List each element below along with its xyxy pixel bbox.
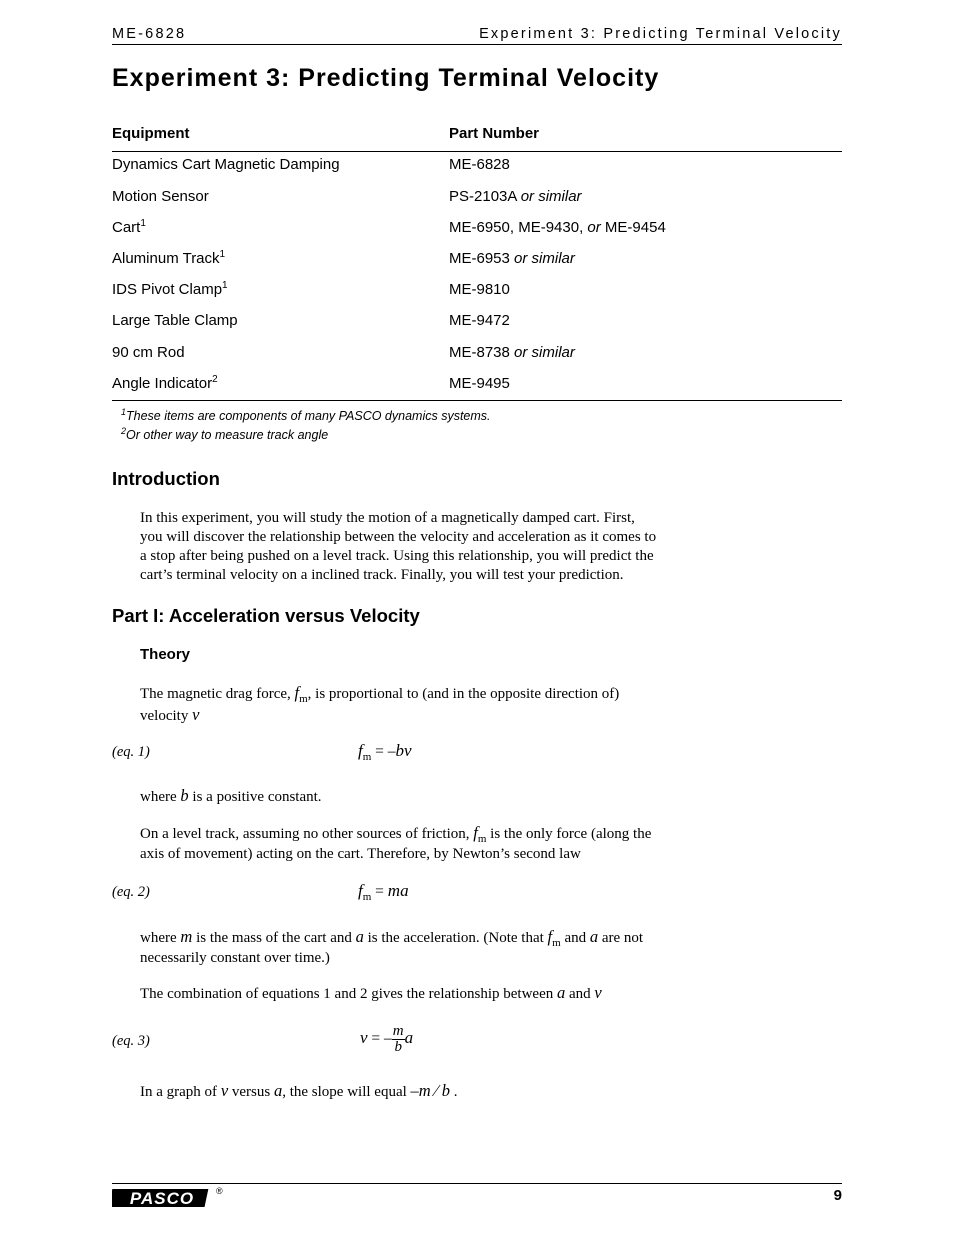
text: velocity: [140, 708, 193, 724]
equation-label-1: (eq. 1): [112, 744, 150, 760]
subscript-m: m: [299, 693, 308, 705]
footnote-mark: 2: [212, 374, 218, 385]
text: The combination of equations 1 and 2 gives the relationship between: [140, 986, 557, 1002]
paragraph-line: In this experiment, you will study the motion of a magnetically damped cart. First,: [140, 510, 635, 526]
variable-f: f: [294, 683, 300, 702]
table-row-equipment: [112, 219, 146, 236]
table-row-part: [449, 219, 666, 236]
running-header-right: Experiment 3: Predicting Terminal Velocity: [479, 26, 842, 42]
registered-mark: ®: [216, 1186, 223, 1196]
table-row-equipment: [112, 156, 340, 173]
footer-rule: [112, 1183, 842, 1184]
page-title: Experiment 3: Predicting Terminal Velocity: [112, 64, 660, 92]
variable-a: a: [589, 927, 599, 946]
equipment-name: Large Table Clamp: [112, 312, 238, 329]
part-number: ME-9495: [449, 375, 510, 392]
part-number: ME-6828: [449, 156, 510, 173]
text: , is proportional to (and in the opposite direction of): [307, 686, 620, 702]
table-row-equipment: [112, 312, 238, 329]
subscript-m: m: [477, 833, 487, 845]
part-number: ME-9454: [600, 219, 666, 236]
variable-m: m: [180, 927, 193, 946]
footnote-mark: 1: [222, 280, 228, 291]
paragraph-line: a stop after being pushed on a level track. Using this relationship, you will predict the: [140, 548, 654, 564]
theory-paragraph-1: [140, 683, 680, 726]
logo-text: PASCO: [129, 1189, 195, 1208]
part-number: ME-8738: [449, 344, 515, 361]
variable-f: f: [547, 927, 553, 946]
part-note: or: [587, 219, 601, 236]
variable-f: f: [473, 823, 478, 842]
text: On a level track, assuming no other sources of friction,: [140, 826, 474, 842]
equipment-name: Dynamics Cart Magnetic Damping: [112, 156, 340, 173]
equipment-name: Angle Indicator: [112, 375, 213, 392]
variable-v: v: [360, 1028, 368, 1048]
equation-operator: = –: [375, 743, 396, 760]
variable-v: v: [594, 983, 602, 1002]
footnote-mark: 1: [121, 407, 127, 417]
text: is the only force (along the: [486, 826, 652, 842]
variable-b: b: [180, 786, 189, 805]
table-row-part: [449, 188, 582, 205]
equation-operator: = –: [371, 1030, 392, 1048]
table-row-equipment: [112, 344, 185, 361]
fraction-denominator: b: [394, 1039, 402, 1055]
part-number: ME-6950, ME-9430,: [449, 219, 588, 236]
variable-a: a: [273, 1081, 283, 1100]
text: The magnetic drag force,: [140, 686, 295, 702]
table-top-rule: [112, 151, 842, 152]
theory-paragraph-5: [140, 983, 680, 1004]
text: is the acceleration. (Note that: [363, 930, 548, 946]
equation-label-3: (eq. 3): [112, 1033, 150, 1049]
text: where: [140, 930, 181, 946]
text: In a graph of: [140, 1084, 221, 1100]
variable-a: a: [404, 1028, 414, 1048]
table-row-equipment: [112, 375, 218, 392]
section-heading-part-1: Part I: Acceleration versus Velocity: [112, 605, 420, 626]
part-number: ME-9810: [449, 281, 510, 298]
table-row-part: [449, 312, 510, 329]
equation-3: [360, 1024, 413, 1055]
theory-paragraph-4: [140, 927, 680, 968]
part-number: ME-9472: [449, 312, 510, 329]
text: are not: [598, 930, 644, 946]
equipment-name: 90 cm Rod: [112, 344, 185, 361]
variable-v: v: [220, 1081, 229, 1100]
text: axis of movement) acting on the cart. Therefore, by Newton’s second law: [140, 846, 581, 862]
equipment-name: Aluminum Track: [112, 250, 220, 267]
footnote-text: Or other way to measure track angle: [126, 428, 329, 442]
paragraph-line: you will discover the relationship between the velocity and acceleration as it comes to: [140, 529, 657, 545]
section-heading-introduction: Introduction: [112, 468, 220, 489]
table-bottom-rule: [112, 400, 842, 401]
part-note: or similar: [514, 344, 575, 361]
theory-paragraph-2: [140, 786, 680, 807]
theory-paragraph-6: [140, 1081, 680, 1102]
table-row-part: [449, 375, 510, 392]
table-row-equipment: [112, 281, 228, 298]
equipment-name: Motion Sensor: [112, 188, 209, 205]
variable-f: f: [358, 881, 363, 900]
subscript-m: m: [552, 937, 561, 949]
pasco-logo: [112, 1186, 210, 1210]
equipment-name: Cart: [112, 219, 141, 236]
equation-operator: =: [375, 883, 384, 900]
footnote-mark: 1: [140, 218, 146, 229]
part-note: or similar: [514, 250, 575, 267]
slope-expression: –m ⁄ b: [410, 1081, 450, 1100]
footnote: [121, 409, 491, 423]
header-rule: [112, 44, 842, 45]
table-row-part: [449, 344, 575, 361]
running-header-left: ME-6828: [112, 26, 187, 42]
part-number: PS-2103A: [449, 188, 521, 205]
introduction-paragraph: [140, 509, 680, 585]
equation-term: bv: [395, 741, 412, 760]
variable-a: a: [355, 927, 364, 946]
paragraph-line: cart’s terminal velocity on a inclined track. Finally, you will test your prediction.: [140, 567, 624, 583]
footnote-mark: 2: [121, 426, 127, 436]
text: and: [560, 930, 590, 946]
table-row-equipment: [112, 250, 225, 267]
variable-v: v: [192, 705, 200, 724]
text: and: [565, 986, 595, 1002]
text: versus: [228, 1084, 274, 1100]
footnote-text: These items are components of many PASCO dynamics systems.: [126, 409, 491, 423]
text: necessarily constant over time.): [140, 950, 330, 966]
table-row-part: [449, 156, 510, 173]
table-header-part-number: Part Number: [449, 125, 540, 142]
table-row-equipment: [112, 188, 209, 205]
subheading-theory: Theory: [140, 646, 191, 663]
fraction-m-over-b: [392, 1024, 405, 1055]
part-number: ME-6953: [449, 250, 515, 267]
table-row-part: [449, 250, 575, 267]
part-note: or similar: [520, 188, 582, 205]
subscript-m: m: [362, 751, 372, 763]
text: is the mass of the cart and: [192, 930, 356, 946]
equation-term: ma: [387, 881, 409, 900]
text: .: [449, 1084, 458, 1100]
equation-2: [358, 881, 409, 901]
equation-1: [358, 741, 412, 761]
theory-paragraph-3: [140, 823, 680, 864]
table-row-part: [449, 281, 510, 298]
variable-f: f: [358, 741, 363, 760]
table-header-equipment: Equipment: [112, 125, 190, 142]
text: is a positive constant.: [188, 789, 322, 805]
text: , the slope will equal: [282, 1084, 411, 1100]
fraction-numerator: m: [392, 1023, 404, 1039]
subscript-m: m: [362, 891, 372, 903]
page-number: 9: [833, 1187, 842, 1204]
footnote-mark: 1: [219, 249, 226, 260]
equipment-name: IDS Pivot Clamp: [112, 281, 223, 298]
equation-label-2: (eq. 2): [112, 884, 150, 900]
text: where: [140, 789, 181, 805]
variable-a: a: [556, 983, 566, 1002]
footnote: [121, 428, 328, 442]
